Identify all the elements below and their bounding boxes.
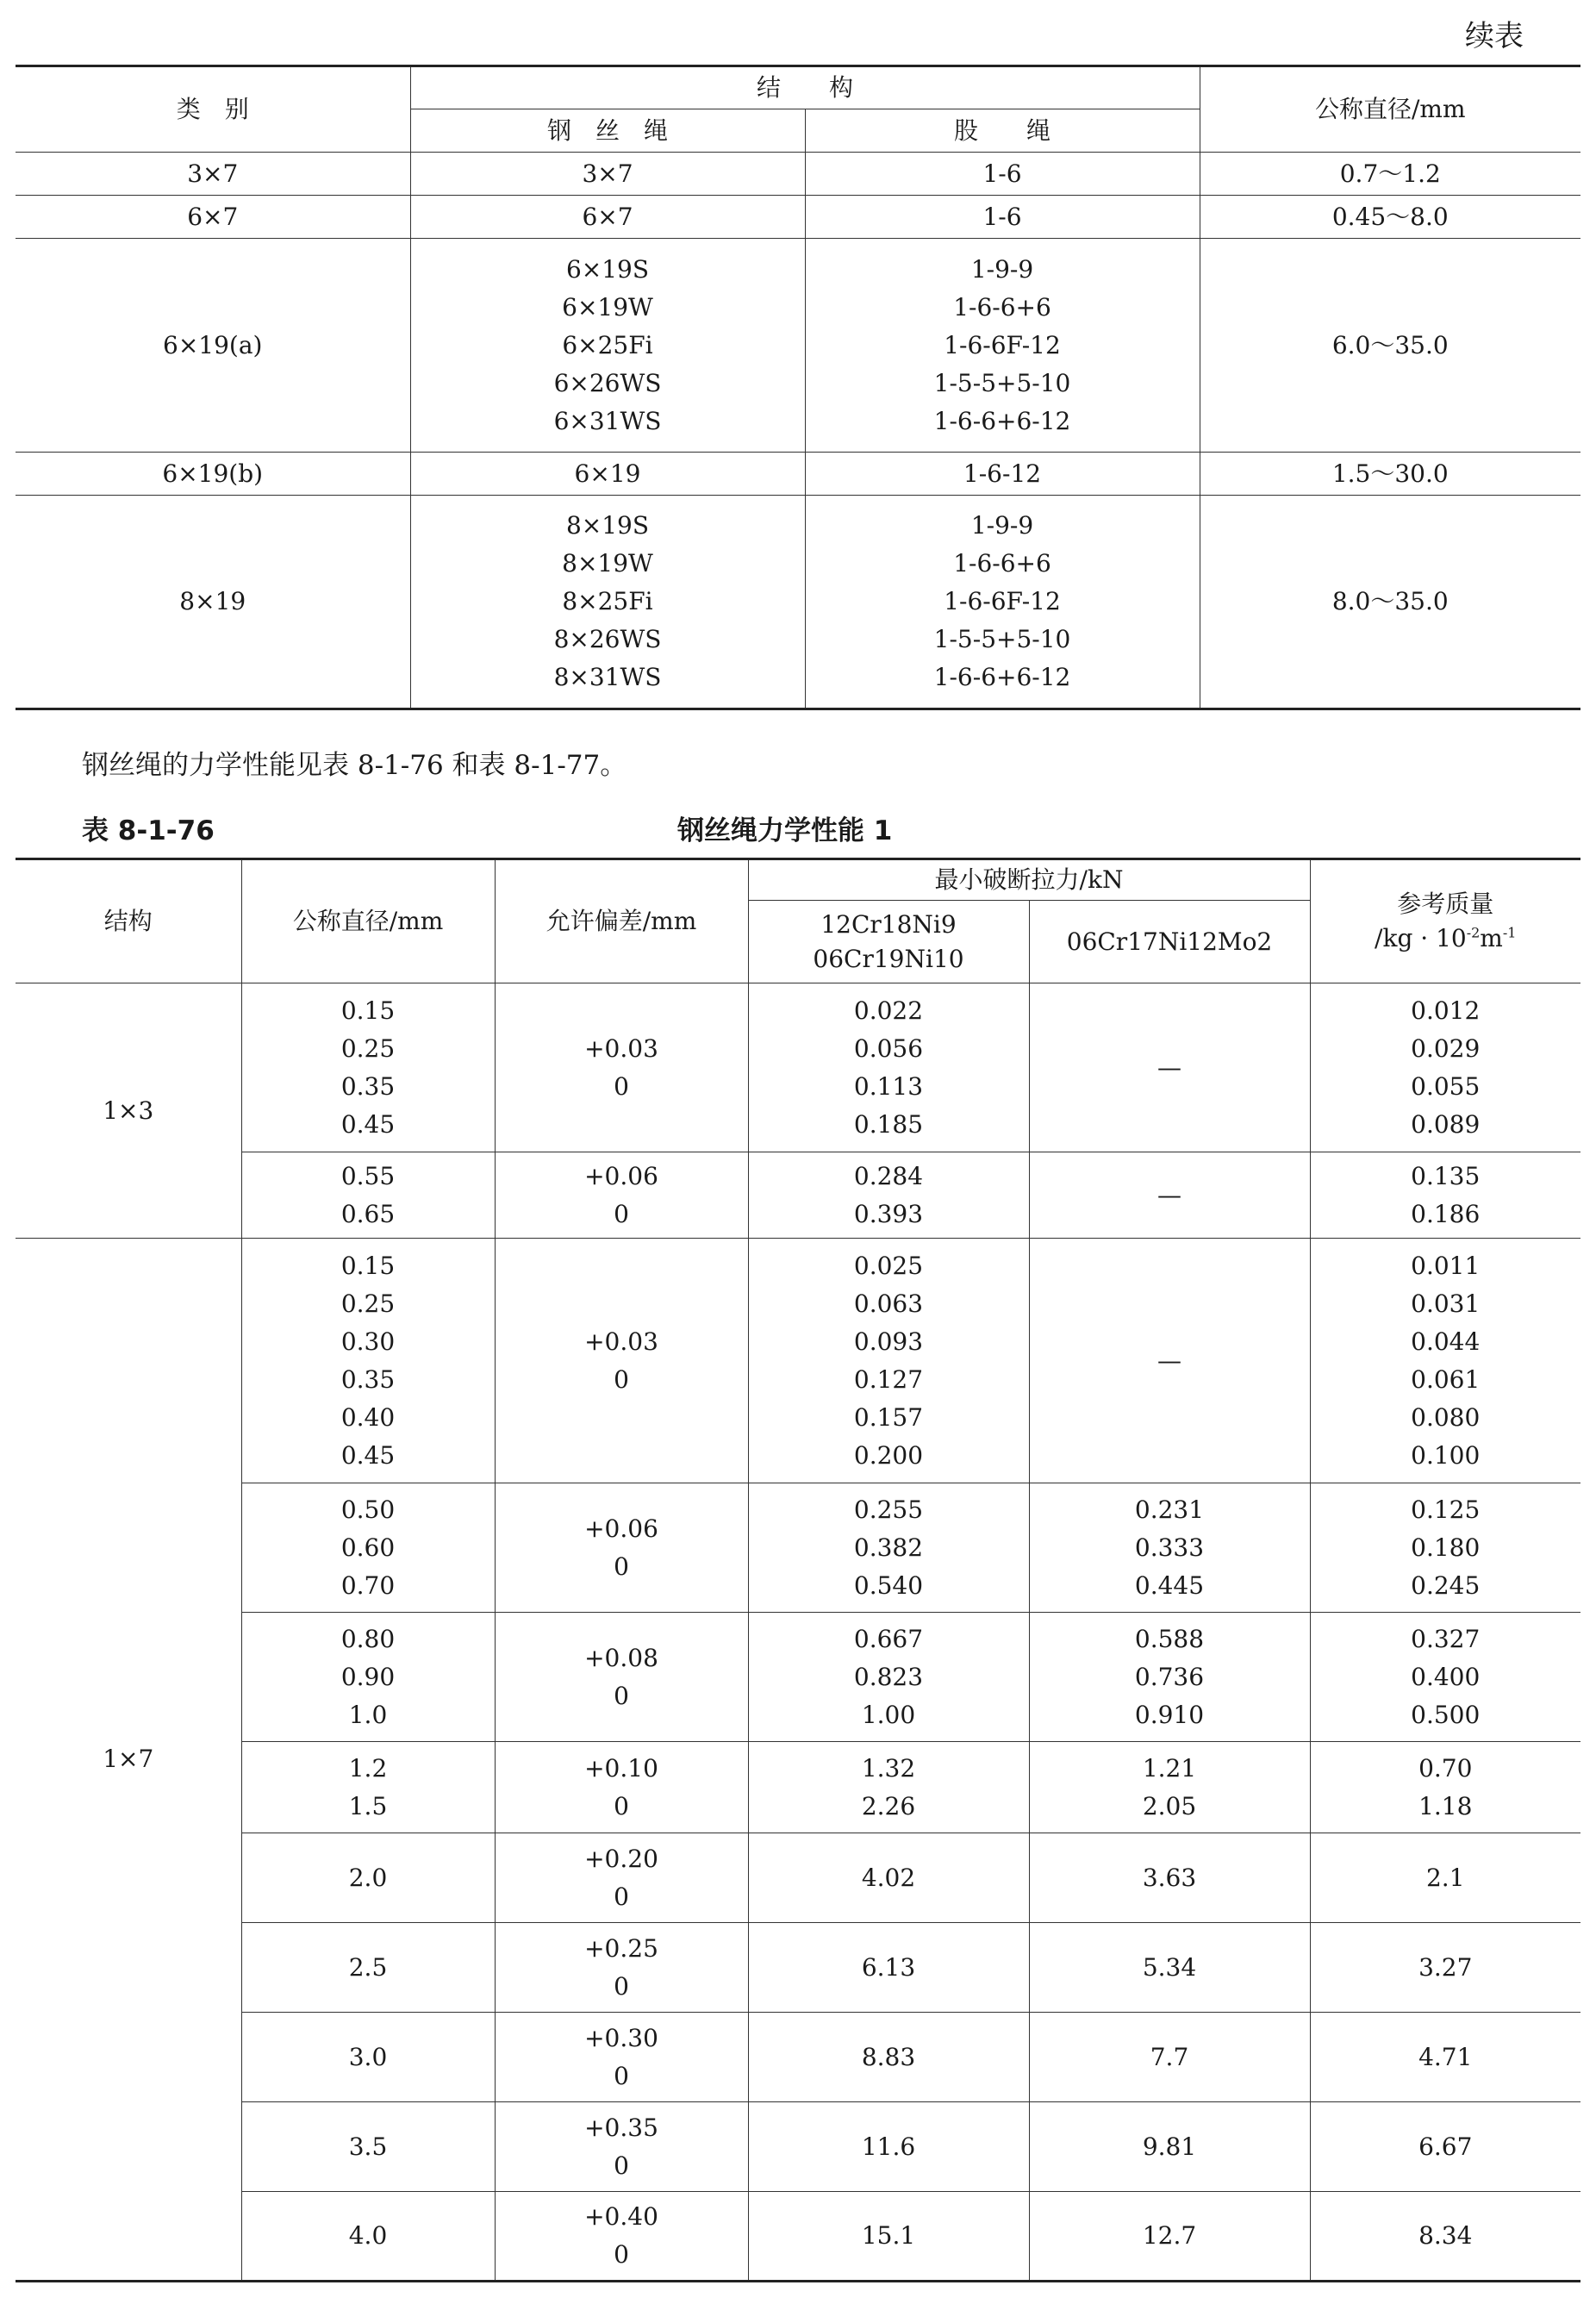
unit-exp-2: -1 bbox=[1502, 924, 1517, 941]
cell-category: 8×19 bbox=[16, 496, 410, 709]
cell-category: 3×7 bbox=[16, 153, 410, 196]
cell-strand: 1-6-12 bbox=[805, 453, 1200, 496]
cell-force-b: — bbox=[1029, 983, 1310, 1152]
cell-force-a: 0.284 0.393 bbox=[748, 1152, 1029, 1239]
cell-force-a: 1.32 2.26 bbox=[748, 1742, 1029, 1833]
cell-mass: 0.327 0.400 0.500 bbox=[1310, 1613, 1580, 1742]
cell-diameter: 3.0 bbox=[241, 2013, 495, 2102]
cell-mass: 4.71 bbox=[1310, 2013, 1580, 2102]
cell-tolerance: +0.35 0 bbox=[495, 2102, 748, 2192]
cell-tolerance: +0.08 0 bbox=[495, 1613, 748, 1742]
cell-diameter: 2.0 bbox=[241, 1833, 495, 1923]
cell-category: 6×19(a) bbox=[16, 239, 410, 453]
mechanical-properties-table bbox=[16, 858, 1580, 2282]
cell-force-a: 0.025 0.063 0.093 0.127 0.157 0.200 bbox=[748, 1239, 1029, 1483]
cell-tolerance: +0.25 0 bbox=[495, 1923, 748, 2013]
table-row bbox=[16, 1239, 1580, 1483]
table-row bbox=[16, 2192, 1580, 2282]
cell-diameter: 0.7～1.2 bbox=[1200, 153, 1580, 196]
header-nominal-diameter: 公称直径/mm bbox=[1200, 66, 1580, 153]
cell-force-a: 0.022 0.056 0.113 0.185 bbox=[748, 983, 1029, 1152]
cell-mass: 0.70 1.18 bbox=[1310, 1742, 1580, 1833]
cell-wire-rope: 6×19 bbox=[410, 453, 805, 496]
cell-tolerance: +0.06 0 bbox=[495, 1483, 748, 1613]
cell-category: 6×7 bbox=[16, 196, 410, 239]
header-wire-rope: 钢 丝 绳 bbox=[410, 109, 805, 153]
table-row bbox=[16, 153, 1580, 196]
cell-diameter: 0.80 0.90 1.0 bbox=[241, 1613, 495, 1742]
cell-mass: 3.27 bbox=[1310, 1923, 1580, 2013]
cell-diameter: 6.0～35.0 bbox=[1200, 239, 1580, 453]
unit-exp-1: -2 bbox=[1466, 924, 1481, 941]
cell-diameter: 0.50 0.60 0.70 bbox=[241, 1483, 495, 1613]
cell-force-b: — bbox=[1029, 1152, 1310, 1239]
cell-force-b: 0.588 0.736 0.910 bbox=[1029, 1613, 1310, 1742]
header-category: 类 别 bbox=[16, 66, 410, 153]
cell-diameter: 1.2 1.5 bbox=[241, 1742, 495, 1833]
header-steel-b: 06Cr17Ni12Mo2 bbox=[1029, 901, 1310, 983]
cell-tolerance: +0.10 0 bbox=[495, 1742, 748, 1833]
cell-tolerance: +0.40 0 bbox=[495, 2192, 748, 2282]
unit-kg: /kg · 10 bbox=[1375, 924, 1467, 952]
cell-tolerance: +0.20 0 bbox=[495, 1833, 748, 1923]
table-row bbox=[16, 1923, 1580, 2013]
cell-force-b: 12.7 bbox=[1029, 2192, 1310, 2282]
cell-strand: 1-9-9 1-6-6+6 1-6-6F-12 1-5-5+5-10 1-6-6+6-12 bbox=[805, 496, 1200, 709]
cell-force-b: 1.21 2.05 bbox=[1029, 1742, 1310, 1833]
cell-force-a: 6.13 bbox=[748, 1923, 1029, 2013]
cell-wire-rope: 6×19S 6×19W 6×25Fi 6×26WS 6×31WS bbox=[410, 239, 805, 453]
table-row bbox=[16, 1833, 1580, 1923]
header-strand: 股 绳 bbox=[805, 109, 1200, 153]
cell-force-b: — bbox=[1029, 1239, 1310, 1483]
cell-mass: 8.34 bbox=[1310, 2192, 1580, 2282]
table-row bbox=[16, 1483, 1580, 1613]
cell-diameter: 0.15 0.25 0.35 0.45 bbox=[241, 983, 495, 1152]
header-steel-a: 12Cr18Ni9 06Cr19Ni10 bbox=[748, 901, 1029, 983]
table-row bbox=[16, 983, 1580, 1152]
cell-strand: 1-6 bbox=[805, 153, 1200, 196]
cell-structure: 1×7 bbox=[16, 1239, 241, 2282]
table-row bbox=[16, 239, 1580, 453]
cell-mass: 6.67 bbox=[1310, 2102, 1580, 2192]
cell-tolerance: +0.03 0 bbox=[495, 1239, 748, 1483]
cell-strand: 1-9-9 1-6-6+6 1-6-6F-12 1-5-5+5-10 1-6-6+6-12 bbox=[805, 239, 1200, 453]
cell-diameter: 0.15 0.25 0.30 0.35 0.40 0.45 bbox=[241, 1239, 495, 1483]
table-row bbox=[16, 453, 1580, 496]
cell-mass: 0.012 0.029 0.055 0.089 bbox=[1310, 983, 1580, 1152]
cell-strand: 1-6 bbox=[805, 196, 1200, 239]
cell-structure: 1×3 bbox=[16, 983, 241, 1239]
table-row bbox=[16, 1152, 1580, 1239]
cell-force-a: 4.02 bbox=[748, 1833, 1029, 1923]
cell-force-a: 11.6 bbox=[748, 2102, 1029, 2192]
cell-diameter: 2.5 bbox=[241, 1923, 495, 2013]
header-tolerance: 允许偏差/mm bbox=[495, 859, 748, 983]
ref-mass-unit bbox=[1311, 921, 1581, 956]
intro-text: 钢丝绳的力学性能见表 8-1-76 和表 8-1-77。 bbox=[82, 750, 627, 781]
table-row bbox=[16, 2013, 1580, 2102]
cell-diameter: 3.5 bbox=[241, 2102, 495, 2192]
table-row bbox=[16, 196, 1580, 239]
cell-tolerance: +0.30 0 bbox=[495, 2013, 748, 2102]
table-row bbox=[16, 2102, 1580, 2192]
cell-wire-rope: 6×7 bbox=[410, 196, 805, 239]
cell-mass: 0.011 0.031 0.044 0.061 0.080 0.100 bbox=[1310, 1239, 1580, 1483]
rope-structure-table bbox=[16, 65, 1580, 710]
table-number: 表 8-1-76 bbox=[82, 815, 215, 846]
unit-m: m bbox=[1480, 924, 1503, 952]
table-row bbox=[16, 1613, 1580, 1742]
table-row bbox=[16, 496, 1580, 709]
cell-wire-rope: 3×7 bbox=[410, 153, 805, 196]
cell-force-b: 3.63 bbox=[1029, 1833, 1310, 1923]
cell-mass: 0.125 0.180 0.245 bbox=[1310, 1483, 1580, 1613]
cell-force-a: 0.667 0.823 1.00 bbox=[748, 1613, 1029, 1742]
cell-force-b: 9.81 bbox=[1029, 2102, 1310, 2192]
continued-label: 续表 bbox=[1465, 19, 1524, 53]
table-title: 钢丝绳力学性能 1 bbox=[677, 815, 893, 846]
cell-force-a: 15.1 bbox=[748, 2192, 1029, 2282]
ref-mass-label: 参考质量 bbox=[1397, 890, 1494, 918]
cell-force-b: 5.34 bbox=[1029, 1923, 1310, 2013]
cell-wire-rope: 8×19S 8×19W 8×25Fi 8×26WS 8×31WS bbox=[410, 496, 805, 709]
header-nominal-diameter: 公称直径/mm bbox=[241, 859, 495, 983]
cell-diameter: 4.0 bbox=[241, 2192, 495, 2282]
cell-force-a: 0.255 0.382 0.540 bbox=[748, 1483, 1029, 1613]
cell-diameter: 8.0～35.0 bbox=[1200, 496, 1580, 709]
cell-tolerance: +0.03 0 bbox=[495, 983, 748, 1152]
cell-diameter: 0.55 0.65 bbox=[241, 1152, 495, 1239]
header-structure: 结 构 bbox=[410, 66, 1200, 109]
table-row bbox=[16, 1742, 1580, 1833]
cell-category: 6×19(b) bbox=[16, 453, 410, 496]
header-ref-mass bbox=[1310, 859, 1580, 983]
cell-force-b: 0.231 0.333 0.445 bbox=[1029, 1483, 1310, 1613]
cell-diameter: 0.45～8.0 bbox=[1200, 196, 1580, 239]
cell-diameter: 1.5～30.0 bbox=[1200, 453, 1580, 496]
header-structure: 结构 bbox=[16, 859, 241, 983]
cell-tolerance: +0.06 0 bbox=[495, 1152, 748, 1239]
cell-mass: 0.135 0.186 bbox=[1310, 1152, 1580, 1239]
cell-mass: 2.1 bbox=[1310, 1833, 1580, 1923]
header-min-break-force: 最小破断拉力/kN bbox=[748, 859, 1310, 901]
cell-force-b: 7.7 bbox=[1029, 2013, 1310, 2102]
cell-force-a: 8.83 bbox=[748, 2013, 1029, 2102]
